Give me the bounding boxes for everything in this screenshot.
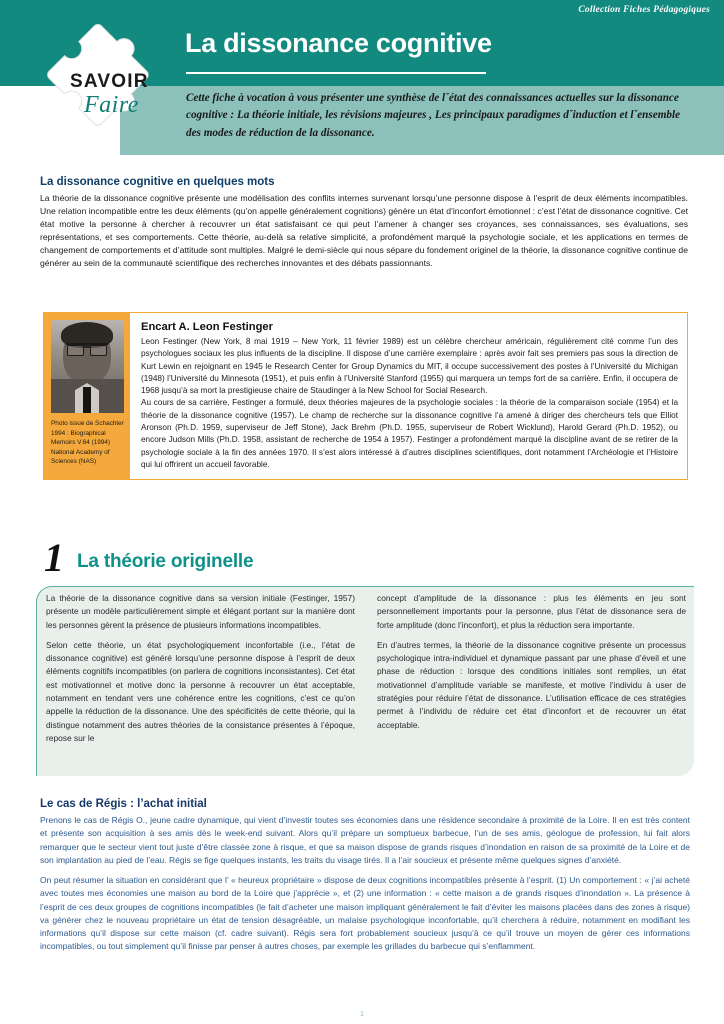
festinger-portrait-photo	[51, 320, 124, 413]
section-1-title: La théorie originelle	[77, 551, 254, 572]
portrait-glasses	[66, 343, 108, 354]
encart-paragraph-2: Au cours de sa carrière, Festinger a formulé, deux théories majeures de la psychologie sociales : la théorie de la comparaison sociale (1954) et la théorie de la dissonance cognitive (1957). Le champ de recherche sur la dissonance cognitive l’a amené à diriger des chercheurs tels que Elliot Aronson (Ph.D. 1959, superviseur de Jeff Stone), Jack Brehm (Ph.D. 1955, superviseur de Robert Wicklund), Harold Gerard (Ph.D. 1952), ou encore Judson Mills (Ph.D. 1958, assistant de recherche de 1954 à 1957). Festinger a profondément marqué la discipline avant de se retirer de la psychologie sociale à la fin des années 1970. Il s’est alors intéressé à d’autres disciplines scientifiques, dont notamment l’Archéologie et l’Histoire qui lui offrirent un accueil favorable.	[141, 398, 678, 469]
page-header	[0, 0, 724, 155]
title-underline-rule	[186, 72, 486, 74]
page-title: La dissonance cognitive	[185, 28, 492, 58]
page-number: 1	[360, 1011, 364, 1018]
logo-text-faire: Faire	[84, 92, 139, 118]
regis-paragraph-1: Prenons le cas de Régis O., jeune cadre dynamique, qui vient d’investir toutes ses économies dans une résidence secondaire à proximité de la Loire. Il en est très content et présente son acquisition à ses amis dès le week-end suivant. Alors qu’il prépare un somptueux barbecue, l’un de ses amis, géologue de profession, lui fait alors remarquer que le secteur vient tout juste d’être classée zone à risque, et que sa maison dispose de grands risques d’inondation en raison de sa proximité de la Loire et de son implantation au pied de l’eau. Régis se fige quelques instants, les traits du visage tirés. Il a l’air soucieux et présente même quelques signes d’anxiété.	[40, 815, 690, 865]
collection-label: Collection Fiches Pédagogiques	[578, 5, 710, 15]
section-regis	[40, 798, 690, 961]
savoir-faire-logo	[22, 14, 182, 154]
section-1-paragraph: concept d’amplitude de la dissonance : plus les éléments en jeu sont personnellement importants pour la personne, plus l’état de dissonance sera de forte amplitude (donc l’inconfort), et plus la réduction sera importante.	[377, 593, 686, 630]
section-1-paragraph: En d’autres termes, la théorie de la dissonance cognitive présente un processus psychologique intra-individuel et dynamique passant par une phase d’éveil et une phase de réduction : lorsque des conditions initiales sont remplies, un état motivationnel d’amplitude variable se manifeste, et motive l’individu à user de stratégies pour réduire l’état de dissonance. L’utilisation efficace de ces stratégies permet à l’individu de réduire cet état d’inconfort et de recouvrer un état acceptable.	[377, 639, 686, 730]
encart-a-box	[43, 312, 688, 480]
section-1-column-right	[377, 592, 686, 745]
section-1-paragraph: La théorie de la dissonance cognitive dans sa version initiale (Festinger, 1957) présente un modèle particulièrement simple et élégant portant sur la manière dont les personnes gèrent la présence de plusieurs informations incompatibles.	[46, 593, 355, 630]
section-1-column-left	[46, 592, 355, 745]
encart-text-column	[130, 313, 687, 479]
logo-text-savoir: SAVOIR	[70, 71, 149, 92]
regis-paragraph-2: On peut résumer la situation en considérant que l’ « heureux propriétaire » dispose de deux cognitions incompatibles présente à l’esprit. (1) Un comportement : « j’ai acheté avec toutes mes économies une maison au bord de la Loire que j’apprécie », et (2) une information : « cette maison a de grands risques d’inondation ». La présence à l’esprit de ces deux groupes de cognitions incompatibles (le fait d’acheter une maison impliquant généralement le fait d’éviter les maisons placées dans des zones à risque) va générer chez le nouveau propriétaire un état de tension désagréable, un malaise psychologique inconfortable, qu’il cherchera à réduire, notamment en modifiant les informations qu’il dispose sur cette maison (cf. cadre suivant). Régis sera fort probablement soucieux jusqu’à ce qu’il trouve un moyen de gérer ces informations incompatibles, ou tout simplement qu’il finisse par penser à autres choses, par exemple les grillades du barbecue qui s’enflamment.	[40, 875, 690, 952]
intro-paragraph: La théorie de la dissonance cognitive présente une modélisation des conflits internes survenant lorsqu’une personne dispose à l’esprit de deux éléments incompatibles. Une relation incompatible entre les deux éléments (qu’on appelle généralement cognitions) génère un état d’inconfort émotionnel : c’est l’état de dissonance cognitive. Cet état motive la personne à chercher à recouvrer un état satisfaisant ce qui peut l’amener à changer ses croyances, ses connaissances, ses évaluations, ses représentations, et ses comportements. Cette théorie, au-delà sa relative simplicité, a profondément marqué la psychologie sociale, et les applications en termes de changement de comportements et d’attitude sont multiples. Malgré le demi-siècle qui nous sépare du fondement originel de la théorie, la dissonance cognitive continue de générer au sein de la communauté scientifique des recherches innovantes et des débats passionnants.	[40, 193, 688, 269]
encart-title: Encart A. Leon Festinger	[141, 321, 273, 333]
portrait-tie	[83, 387, 91, 413]
header-description: Cette fiche à vocation à vous présenter une synthèse de lˇétat des connaissances actuelles sur la dissonance cognitive : La théorie initiale, les révisions majeures , Les principaux paradigmes dˇinduction et lˇensemble des modes de réduction de la dissonance.	[186, 92, 681, 139]
encart-paragraph-1: Leon Festinger (New York, 8 mai 1919 – New York, 11 février 1989) est un célèbre chercheur américain, régulièrement cité comme l’un des psychologues sociaux les plus influents de la discipline. Il dispose d’une carrière exemplaire : après avoir fait ses premiers pas sous la direction de Kurt Lewin en rejoignant en 1945 le Research Center for Group Dynamics du MIT, il occupe successivement des postes à l’Université du Michigan (1948) l’Université du Minnesota (1951), et puis enfin à l’Université Stanford (1955) qui marquera un temps fort de sa carrière. Enfin, il occupera de 1968 jusqu’à sa mort la prestigieuse chaire de Staudinger à la New School for Social Research.	[141, 337, 678, 396]
section-intro	[40, 176, 688, 270]
photo-credit-caption: Photo issue de Schachter 1994 : Biographical Memoirs V.64 (1994) National Academy of Sciences (NAS)	[51, 420, 124, 466]
regis-heading: Le cas de Régis : l’achat initial	[40, 798, 207, 810]
section-1-columns	[46, 592, 686, 745]
section-1-number: 1	[44, 535, 64, 580]
encart-photo-column	[44, 313, 130, 479]
section-1-paragraph: Selon cette théorie, un état psychologiquement inconfortable (i.e., l’état de dissonance cognitive) est généré lorsqu’une personne dispose à l’esprit de deux éléments cognitifs incompatibles (on parlera de cognitions inconsistantes). Cet état est motivationnel et motive donc la personne à recouvrer un état acceptable, notamment en tendant vers une cohérence entre les cognitions, c’est ce qu’on appelle la réduction de la dissonance. Une des spécificités de cette théorie, qui la distingue notamment des autres théories de la consistance présentes à l’époque, repose sur le	[46, 639, 355, 743]
intro-heading: La dissonance cognitive en quelques mots	[40, 176, 275, 188]
